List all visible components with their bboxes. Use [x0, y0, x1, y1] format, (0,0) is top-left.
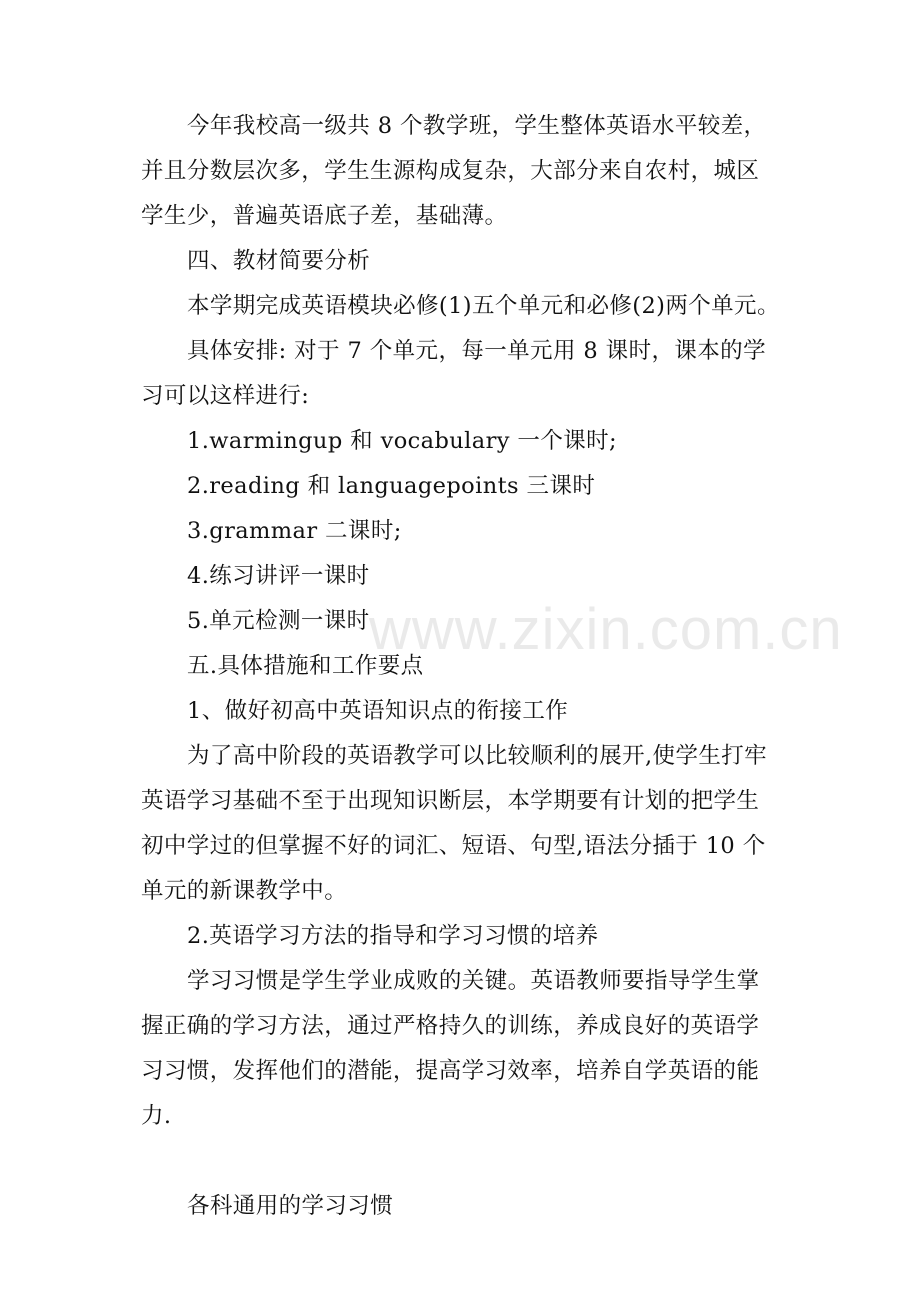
- text-line: 初中学过的但掌握不好的词汇、短语、句型,语法分插于 10 个: [141, 833, 766, 859]
- list-item-5: [141, 599, 801, 644]
- blank-line: [141, 1139, 801, 1184]
- text-line: 力.: [141, 1103, 172, 1129]
- paragraph-semester-scope: [141, 284, 801, 329]
- list-item-3: [141, 509, 801, 554]
- paragraph-habits: [141, 959, 801, 1139]
- subheading-connection: [141, 689, 801, 734]
- watermark: www.zixin.com.cn: [369, 597, 843, 662]
- text-line: 1、做好初高中英语知识点的衔接工作: [187, 698, 569, 724]
- text-line: 五.具体措施和工作要点: [187, 653, 424, 679]
- text-line: 各科通用的学习习惯: [187, 1193, 394, 1219]
- text-line: 学生少，普遍英语底子差，基础薄。: [141, 203, 508, 229]
- heading-measures: [141, 644, 801, 689]
- text-line: 1.warmingup 和 vocabulary 一个课时;: [187, 428, 617, 454]
- heading-textbook-analysis: [141, 239, 801, 284]
- text-line: 今年我校高一级共 8 个教学班，学生整体英语水平较差，: [187, 113, 767, 139]
- text-line: 2.英语学习方法的指导和学习习惯的培养: [187, 923, 599, 949]
- text-line: 单元的新课教学中。: [141, 878, 348, 904]
- text-line: 习习惯，发挥他们的潜能，提高学习效率，培养自学英语的能: [141, 1058, 760, 1084]
- text-line: 本学期完成英语模块必修(1)五个单元和必修(2)两个单元。: [187, 293, 780, 319]
- paragraph-arrangement: [141, 329, 801, 419]
- text-line: 具体安排: 对于 7 个单元，每一单元用 8 课时，课本的学: [187, 338, 766, 364]
- text-line: 学习习惯是学生学业成败的关键。英语教师要指导学生掌: [187, 968, 760, 994]
- text-line: 2.reading 和 languagepoints 三课时: [187, 473, 596, 499]
- text-line: 5.单元检测一课时: [187, 608, 370, 634]
- text-line: 英语学习基础不至于出现知识断层，本学期要有计划的把学生: [141, 788, 760, 814]
- text-line: 习可以这样进行:: [141, 383, 310, 409]
- text-line: 并且分数层次多，学生生源构成复杂，大部分来自农村，城区: [141, 158, 760, 184]
- text-line: [141, 1139, 801, 1184]
- list-item-1: [141, 419, 801, 464]
- subheading-methods: [141, 914, 801, 959]
- document-body: [141, 104, 801, 1229]
- text-line: 四、教材简要分析: [187, 248, 371, 274]
- text-line: 为了高中阶段的英语教学可以比较顺利的展开,使学生打牢: [187, 743, 768, 769]
- text-line: 4.练习讲评一课时: [187, 563, 370, 589]
- text-line: 握正确的学习方法，通过严格持久的训练，养成良好的英语学: [141, 1013, 760, 1039]
- list-item-2: [141, 464, 801, 509]
- heading-general-habits: [141, 1184, 801, 1229]
- text-line: 3.grammar 二课时;: [187, 518, 402, 544]
- list-item-4: [141, 554, 801, 599]
- paragraph-class-overview: [141, 104, 801, 239]
- paragraph-connection: [141, 734, 801, 914]
